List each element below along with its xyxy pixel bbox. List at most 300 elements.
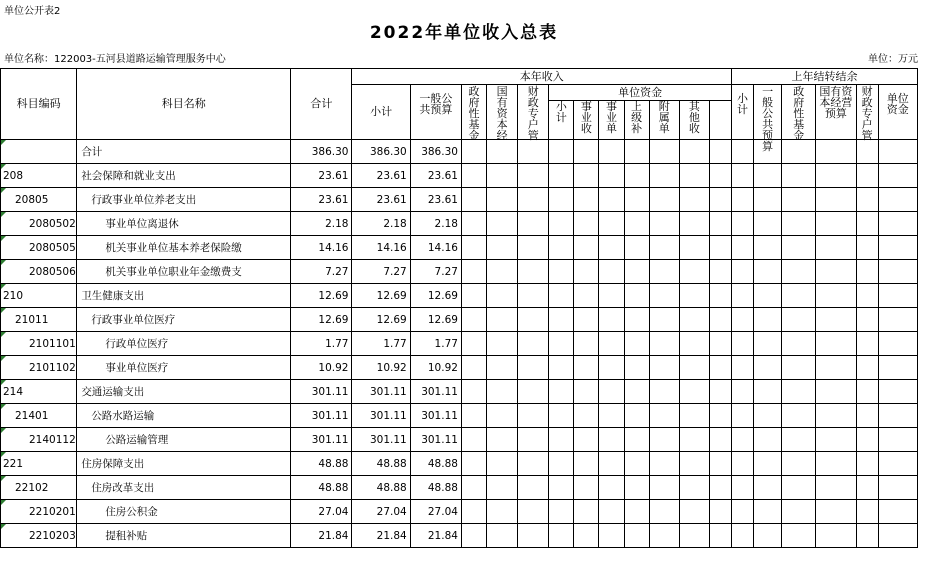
- cell-general-budget: 12.69: [410, 284, 461, 308]
- cell-empty: [487, 500, 518, 524]
- cell-empty: [549, 212, 574, 236]
- cell-empty: [679, 428, 709, 452]
- cell-empty: [487, 212, 518, 236]
- table-row: [1, 236, 918, 260]
- col-header-business-income: 事业收: [574, 101, 599, 140]
- cell-subtotal: 23.61: [352, 164, 410, 188]
- cell-total: 48.88: [291, 452, 352, 476]
- cell-empty: [599, 212, 624, 236]
- cell-empty: [816, 476, 856, 500]
- cell-empty: [679, 188, 709, 212]
- page-title: 2022年单位收入总表: [369, 23, 559, 43]
- cell-empty: [518, 212, 549, 236]
- cell-subtotal: 27.04: [352, 500, 410, 524]
- cell-total: 48.88: [291, 476, 352, 500]
- cell-empty: [649, 524, 679, 548]
- cell-empty: [782, 212, 816, 236]
- cell-empty: [709, 404, 731, 428]
- cell-empty: [518, 284, 549, 308]
- cell-empty: [732, 428, 754, 452]
- cell-empty: [754, 476, 782, 500]
- cell-empty: [599, 500, 624, 524]
- cell-name: 住房改革支出: [77, 476, 291, 500]
- col-header-subtotal: 小计: [352, 85, 410, 140]
- cell-empty: [574, 404, 599, 428]
- cell-subtotal: 23.61: [352, 188, 410, 212]
- cell-empty: [679, 332, 709, 356]
- col-header-fiscal-special: 财政专户管: [518, 85, 549, 140]
- cell-name: 合计: [77, 140, 291, 164]
- cell-empty: [679, 236, 709, 260]
- cell-empty: [816, 308, 856, 332]
- cell-total: 1.77: [291, 332, 352, 356]
- cell-empty: [461, 260, 486, 284]
- table-row: [1, 308, 918, 332]
- col-header-state-capital: 国有资本经: [487, 85, 518, 140]
- cell-total: 301.11: [291, 428, 352, 452]
- cell-empty: [732, 260, 754, 284]
- table-row: [1, 332, 918, 356]
- cell-empty: [624, 524, 649, 548]
- cell-empty: [782, 284, 816, 308]
- cell-empty: [816, 500, 856, 524]
- col-header-general-budget: 一般公共预算: [410, 85, 461, 140]
- cell-empty: [574, 212, 599, 236]
- cell-total: 12.69: [291, 308, 352, 332]
- cell-empty: [518, 332, 549, 356]
- cell-empty: [624, 308, 649, 332]
- cell-empty: [649, 188, 679, 212]
- cell-general-budget: 10.92: [410, 356, 461, 380]
- cell-empty: [878, 164, 917, 188]
- cell-empty: [487, 404, 518, 428]
- table-row: [1, 476, 918, 500]
- cell-empty: [461, 380, 486, 404]
- cell-empty: [549, 404, 574, 428]
- cell-empty: [679, 212, 709, 236]
- cell-empty: [816, 404, 856, 428]
- cell-empty: [624, 452, 649, 476]
- cell-empty: [782, 452, 816, 476]
- cell-general-budget: 23.61: [410, 188, 461, 212]
- cell-empty: [624, 212, 649, 236]
- cell-empty: [782, 500, 816, 524]
- col-header-co-unit-funds: 单位资金: [878, 85, 917, 140]
- cell-empty: [732, 236, 754, 260]
- cell-empty: [754, 284, 782, 308]
- cell-general-budget: 7.27: [410, 260, 461, 284]
- table-row: [1, 260, 918, 284]
- cell-empty: [649, 212, 679, 236]
- cell-empty: [624, 404, 649, 428]
- cell-empty: [518, 500, 549, 524]
- cell-empty: [709, 380, 731, 404]
- cell-total: 23.61: [291, 188, 352, 212]
- cell-total: 21.84: [291, 524, 352, 548]
- cell-empty: [599, 356, 624, 380]
- cell-name: 行政单位医疗: [77, 332, 291, 356]
- cell-empty: [856, 332, 878, 356]
- cell-empty: [732, 188, 754, 212]
- cell-empty: [679, 500, 709, 524]
- cell-empty: [679, 164, 709, 188]
- cell-empty: [782, 332, 816, 356]
- cell-empty: [574, 284, 599, 308]
- cell-empty: [878, 356, 917, 380]
- cell-empty: [518, 260, 549, 284]
- cell-empty: [709, 236, 731, 260]
- cell-empty: [679, 260, 709, 284]
- table-row: [1, 140, 918, 164]
- cell-empty: [878, 188, 917, 212]
- cell-name: 公路运输管理: [77, 428, 291, 452]
- cell-code: 21401: [1, 404, 77, 428]
- cell-empty: [816, 380, 856, 404]
- cell-name: 社会保障和就业支出: [77, 164, 291, 188]
- cell-empty: [679, 284, 709, 308]
- cell-empty: [782, 356, 816, 380]
- cell-empty: [649, 380, 679, 404]
- cell-empty: [624, 236, 649, 260]
- col-header-co-state-capital: 国有资本经营预算: [816, 85, 856, 140]
- cell-empty: [487, 452, 518, 476]
- cell-empty: [518, 236, 549, 260]
- cell-empty: [518, 140, 549, 164]
- col-header-code: 科目编码: [1, 69, 77, 140]
- cell-empty: [574, 500, 599, 524]
- cell-empty: [461, 284, 486, 308]
- cell-empty: [624, 332, 649, 356]
- cell-code: 221: [1, 452, 77, 476]
- cell-empty: [649, 284, 679, 308]
- cell-empty: [599, 380, 624, 404]
- cell-empty: [856, 236, 878, 260]
- cell-name: 住房公积金: [77, 500, 291, 524]
- cell-empty: [624, 356, 649, 380]
- cell-empty: [878, 212, 917, 236]
- cell-empty: [461, 452, 486, 476]
- cell-code: 20805: [1, 188, 77, 212]
- cell-empty: [709, 140, 731, 164]
- cell-empty: [549, 140, 574, 164]
- cell-empty: [856, 164, 878, 188]
- cell-subtotal: 7.27: [352, 260, 410, 284]
- cell-empty: [518, 524, 549, 548]
- cell-empty: [709, 428, 731, 452]
- cell-name: 机关事业单位基本养老保险缴: [77, 236, 291, 260]
- cell-empty: [599, 524, 624, 548]
- cell-empty: [624, 188, 649, 212]
- cell-empty: [487, 284, 518, 308]
- cell-empty: [709, 164, 731, 188]
- col-header-co-subtotal: 小计: [732, 85, 754, 140]
- cell-subtotal: 301.11: [352, 428, 410, 452]
- cell-empty: [487, 236, 518, 260]
- cell-empty: [649, 308, 679, 332]
- cell-empty: [679, 380, 709, 404]
- col-header-affiliated: 附属单: [649, 101, 679, 140]
- cell-empty: [816, 452, 856, 476]
- cell-empty: [518, 476, 549, 500]
- cell-empty: [709, 356, 731, 380]
- table-row: [1, 500, 918, 524]
- cell-empty: [549, 524, 574, 548]
- cell-empty: [461, 500, 486, 524]
- cell-empty: [782, 308, 816, 332]
- cell-empty: [549, 476, 574, 500]
- cell-empty: [709, 500, 731, 524]
- cell-empty: [649, 332, 679, 356]
- cell-empty: [549, 380, 574, 404]
- cell-empty: [754, 404, 782, 428]
- cell-empty: [599, 476, 624, 500]
- cell-subtotal: 1.77: [352, 332, 410, 356]
- cell-empty: [709, 308, 731, 332]
- cell-empty: [599, 428, 624, 452]
- cell-empty: [856, 500, 878, 524]
- cell-empty: [732, 332, 754, 356]
- cell-empty: [709, 188, 731, 212]
- cell-empty: [679, 476, 709, 500]
- cell-total: 7.27: [291, 260, 352, 284]
- cell-empty: [754, 500, 782, 524]
- col-header-name: 科目名称: [77, 69, 291, 140]
- cell-empty: [649, 500, 679, 524]
- cell-empty: [649, 476, 679, 500]
- cell-empty: [754, 260, 782, 284]
- cell-general-budget: 12.69: [410, 308, 461, 332]
- cell-empty: [574, 356, 599, 380]
- cell-code: 2101102: [1, 356, 77, 380]
- cell-empty: [782, 476, 816, 500]
- cell-empty: [856, 476, 878, 500]
- cell-empty: [732, 500, 754, 524]
- cell-empty: [518, 452, 549, 476]
- cell-code: 2080505: [1, 236, 77, 260]
- cell-general-budget: 48.88: [410, 452, 461, 476]
- cell-empty: [878, 140, 917, 164]
- cell-empty: [732, 452, 754, 476]
- cell-empty: [732, 164, 754, 188]
- table-row: [1, 452, 918, 476]
- cell-total: 301.11: [291, 404, 352, 428]
- cell-empty: [782, 524, 816, 548]
- cell-empty: [549, 164, 574, 188]
- cell-empty: [599, 452, 624, 476]
- cell-empty: [487, 140, 518, 164]
- cell-empty: [782, 404, 816, 428]
- cell-empty: [679, 404, 709, 428]
- cell-empty: [732, 140, 754, 164]
- cell-code: [1, 140, 77, 164]
- cell-empty: [856, 356, 878, 380]
- cell-total: 386.30: [291, 140, 352, 164]
- table-row: [1, 212, 918, 236]
- cell-general-budget: 14.16: [410, 236, 461, 260]
- cell-empty: [599, 284, 624, 308]
- cell-empty: [624, 500, 649, 524]
- cell-empty: [461, 524, 486, 548]
- cell-empty: [856, 452, 878, 476]
- cell-empty: [574, 164, 599, 188]
- cell-empty: [518, 356, 549, 380]
- cell-empty: [878, 236, 917, 260]
- cell-empty: [732, 476, 754, 500]
- currency-unit-label: 单位：万元: [868, 54, 918, 65]
- cell-empty: [732, 380, 754, 404]
- cell-empty: [518, 380, 549, 404]
- cell-empty: [487, 260, 518, 284]
- cell-total: 27.04: [291, 500, 352, 524]
- cell-code: 208: [1, 164, 77, 188]
- col-header-gov-fund: 政府性基金: [461, 85, 486, 140]
- col-header-superior-subsidy: 上级补: [624, 101, 649, 140]
- cell-empty: [754, 308, 782, 332]
- cell-empty: [709, 524, 731, 548]
- cell-total: 23.61: [291, 164, 352, 188]
- cell-total: 2.18: [291, 212, 352, 236]
- cell-empty: [599, 164, 624, 188]
- cell-general-budget: 301.11: [410, 380, 461, 404]
- cell-empty: [709, 476, 731, 500]
- cell-empty: [878, 332, 917, 356]
- cell-subtotal: 48.88: [352, 476, 410, 500]
- cell-empty: [518, 404, 549, 428]
- cell-empty: [461, 404, 486, 428]
- cell-empty: [754, 236, 782, 260]
- cell-empty: [679, 356, 709, 380]
- cell-name: 提租补贴: [77, 524, 291, 548]
- cell-empty: [624, 260, 649, 284]
- cell-name: 机关事业单位职业年金缴费支: [77, 260, 291, 284]
- cell-empty: [782, 140, 816, 164]
- cell-general-budget: 23.61: [410, 164, 461, 188]
- cell-empty: [518, 164, 549, 188]
- cell-name: 卫生健康支出: [77, 284, 291, 308]
- cell-general-budget: 21.84: [410, 524, 461, 548]
- cell-empty: [732, 284, 754, 308]
- cell-empty: [649, 452, 679, 476]
- cell-empty: [487, 164, 518, 188]
- cell-empty: [856, 212, 878, 236]
- cell-empty: [461, 140, 486, 164]
- cell-empty: [461, 308, 486, 332]
- cell-total: 301.11: [291, 380, 352, 404]
- cell-code: 22102: [1, 476, 77, 500]
- cell-general-budget: 2.18: [410, 212, 461, 236]
- cell-general-budget: 301.11: [410, 428, 461, 452]
- cell-code: 2210201: [1, 500, 77, 524]
- cell-empty: [816, 188, 856, 212]
- cell-empty: [878, 524, 917, 548]
- cell-empty: [461, 188, 486, 212]
- cell-empty: [856, 380, 878, 404]
- cell-subtotal: 48.88: [352, 452, 410, 476]
- cell-empty: [574, 260, 599, 284]
- cell-empty: [574, 188, 599, 212]
- cell-subtotal: 21.84: [352, 524, 410, 548]
- cell-empty: [732, 356, 754, 380]
- cell-empty: [549, 260, 574, 284]
- cell-empty: [624, 428, 649, 452]
- cell-empty: [878, 476, 917, 500]
- cell-empty: [782, 236, 816, 260]
- cell-subtotal: 2.18: [352, 212, 410, 236]
- cell-subtotal: 301.11: [352, 380, 410, 404]
- table-row: [1, 188, 918, 212]
- cell-empty: [856, 308, 878, 332]
- cell-code: 21011: [1, 308, 77, 332]
- cell-empty: [649, 404, 679, 428]
- cell-code: 2101101: [1, 332, 77, 356]
- cell-code: 214: [1, 380, 77, 404]
- cell-subtotal: 12.69: [352, 284, 410, 308]
- col-header-co-fiscal-special: 财政专户管: [856, 85, 878, 140]
- cell-empty: [878, 308, 917, 332]
- cell-empty: [754, 164, 782, 188]
- cell-empty: [709, 332, 731, 356]
- cell-empty: [487, 524, 518, 548]
- cell-general-budget: 1.77: [410, 332, 461, 356]
- cell-subtotal: 14.16: [352, 236, 410, 260]
- cell-empty: [816, 356, 856, 380]
- table-row: [1, 524, 918, 548]
- table-row: [1, 284, 918, 308]
- cell-empty: [624, 380, 649, 404]
- cell-empty: [816, 164, 856, 188]
- cell-empty: [487, 428, 518, 452]
- cell-empty: [649, 164, 679, 188]
- cell-empty: [599, 308, 624, 332]
- col-header-co-gov-fund: 政府性基金: [782, 85, 816, 140]
- col-header-operating-income: 事业单: [599, 101, 624, 140]
- table-row: [1, 164, 918, 188]
- cell-empty: [782, 428, 816, 452]
- cell-empty: [782, 188, 816, 212]
- cell-empty: [549, 188, 574, 212]
- cell-empty: [574, 476, 599, 500]
- cell-empty: [679, 452, 709, 476]
- cell-empty: [487, 308, 518, 332]
- cell-empty: [816, 428, 856, 452]
- table-row: [1, 380, 918, 404]
- table-number-label: 单位公开表2: [4, 6, 61, 17]
- cell-empty: [574, 140, 599, 164]
- cell-empty: [487, 476, 518, 500]
- cell-empty: [549, 332, 574, 356]
- cell-empty: [461, 476, 486, 500]
- cell-empty: [856, 140, 878, 164]
- cell-empty: [624, 164, 649, 188]
- cell-empty: [574, 428, 599, 452]
- cell-empty: [549, 500, 574, 524]
- cell-empty: [679, 140, 709, 164]
- cell-empty: [816, 212, 856, 236]
- col-header-carryover: 上年结转结余: [732, 69, 918, 85]
- cell-empty: [679, 524, 709, 548]
- cell-empty: [649, 260, 679, 284]
- cell-empty: [574, 236, 599, 260]
- col-header-total: 合计: [291, 69, 352, 140]
- cell-code: 2210203: [1, 524, 77, 548]
- cell-empty: [599, 236, 624, 260]
- cell-empty: [549, 452, 574, 476]
- cell-name: 行政事业单位养老支出: [77, 188, 291, 212]
- cell-empty: [574, 332, 599, 356]
- cell-empty: [782, 164, 816, 188]
- table-row: [1, 428, 918, 452]
- cell-empty: [599, 332, 624, 356]
